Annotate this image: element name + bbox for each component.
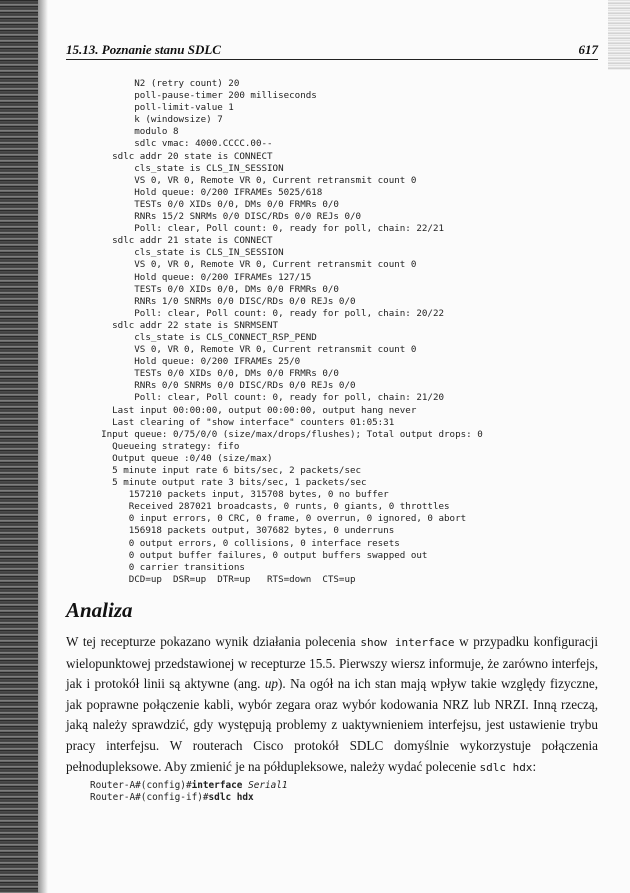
code-line: 5 minute input rate 6 bits/sec, 2 packets/sec [90,465,362,476]
code-line: 0 output errors, 0 collisions, 0 interface resets [90,537,400,549]
code-line: Input queue: 0/75/0/0 (size/max/drops/flushes); Total output drops: 0 [90,428,483,440]
code-line: RNRs 1/0 SNRMs 0/0 DISC/RDs 0/0 REJs 0/0 [90,295,356,307]
command-line [90,792,254,803]
command-output-listing [90,78,483,586]
code-line: k (windowsize) 7 [90,114,223,126]
paragraph-text: : [532,758,537,774]
code-line: DCD=up DSR=up DTR=up RTS=down CTS=up [90,573,356,585]
command-line [90,780,288,791]
code-line: Queueing strategy: fifo [90,440,240,452]
code-line: poll-limit-value 1 [90,102,234,114]
code-line: cls_state is CLS_IN_SESSION [90,247,284,259]
code-line: RNRs 0/0 SNRMs 0/0 DISC/RDs 0/0 REJs 0/0 [90,380,356,392]
code-line: 156918 packets output, 307682 bytes, 0 underruns [90,525,395,537]
page-number: 617 [578,42,598,57]
paragraph-text: w przypadku konfiguracji wielopunktowej przedstawionej w recepturze 15.5. Pierwszy wiersz informuje, że zarówno interfejs, jak i protokół linii są aktywne (ang. [66,634,599,692]
book-binding-shadow [0,0,38,893]
code-line: VS 0, VR 0, Remote VR 0, Current retransmit count 0 [90,174,417,186]
emphasis-term: up [264,676,279,692]
code-line: TESTs 0/0 XIDs 0/0, DMs 0/0 FRMRs 0/0 [90,198,339,210]
binding-fade [38,0,48,893]
code-line: cls_state is CLS_IN_SESSION [90,162,284,174]
code-line: N2 (retry count) 20 [90,78,240,89]
code-line: VS 0, VR 0, Remote VR 0, Current retransmit count 0 [90,344,417,356]
code-line: TESTs 0/0 XIDs 0/0, DMs 0/0 FRMRs 0/0 [90,368,339,380]
code-line: Received 287021 broadcasts, 0 runts, 0 giants, 0 throttles [90,501,450,513]
code-line: sdlc addr 20 state is CONNECT [90,150,273,162]
cli-prompt: Router-A#(config-if)# [90,792,209,804]
code-line: Poll: clear, Poll count: 0, ready for poll, chain: 22/21 [90,223,445,235]
code-line: 0 input errors, 0 CRC, 0 frame, 0 overrun, 0 ignored, 0 abort [90,513,467,525]
code-line: sdlc addr 21 state is CONNECT [90,235,273,247]
cli-keyword: interface [191,780,243,791]
section-heading: Analiza [66,598,133,622]
cli-keyword: sdlc hdx [208,792,254,804]
scan-edge-noise [608,0,630,70]
paragraph-text: ). Na ogół na ich stan mają wpływ takie względy fizyczne, jak poprawne połączenie kabli, wybór zegara oraz wybór kodowania NRZ lub NRZI. Inną rzeczą, jaką należy sprawdzić, gdy występują problemy z uaktywnieniem interfejsu, jest ustawienie trybu pracy interfejsu. W routerach Cisco protokół SDLC domyślnie wykorzystuje połączenia pełnodupleksowe. Aby zmienić je na półdupleksowe, należy wydać polecenie [66,676,598,774]
code-line: Hold queue: 0/200 IFRAMEs 127/15 [90,271,312,283]
code-line: 0 carrier transitions [90,561,245,573]
code-line: TESTs 0/0 XIDs 0/0, DMs 0/0 FRMRs 0/0 [90,283,339,295]
analysis-paragraph [66,632,598,778]
code-line: 0 output buffer failures, 0 output buffers swapped out [90,549,428,561]
running-header [66,42,598,60]
paragraph-text: W tej recepturze pokazano wynik działania polecenia [66,634,361,649]
code-line: Last clearing of "show interface" counters 01:05:31 [90,416,395,428]
config-commands [90,780,288,805]
code-line: modulo 8 [90,126,179,138]
code-line: 157210 packets input, 315708 bytes, 0 no buffer [90,489,389,501]
code-line: cls_state is CLS_CONNECT_RSP_PEND [90,331,317,343]
code-line: Hold queue: 0/200 IFRAMEs 25/0 [90,356,301,368]
code-line: Hold queue: 0/200 IFRAMEs 5025/618 [90,186,323,198]
cli-prompt: Router-A#(config)# [90,780,192,791]
code-line: VS 0, VR 0, Remote VR 0, Current retransmit count 0 [90,259,417,271]
header-rule [66,59,598,60]
code-line: Poll: clear, Poll count: 0, ready for poll, chain: 21/20 [90,392,445,404]
code-line: poll-pause-timer 200 milliseconds [90,90,317,102]
cli-argument: Serial1 [242,780,288,791]
inline-command: sdlc hdx [479,760,533,774]
code-line: Output queue :0/40 (size/max) [90,452,273,464]
code-line: 5 minute output rate 3 bits/sec, 1 packets/sec [90,477,367,489]
inline-command: show interface [360,636,455,649]
code-line: Last input 00:00:00, output 00:00:00, output hang never [90,404,417,416]
code-line: sdlc vmac: 4000.CCCC.00-- [90,138,273,150]
code-line: Poll: clear, Poll count: 0, ready for poll, chain: 20/22 [90,307,445,319]
header-title: 15.13. Poznanie stanu SDLC [66,42,221,57]
code-line: sdlc addr 22 state is SNRMSENT [90,319,279,331]
code-line: RNRs 15/2 SNRMs 0/0 DISC/RDs 0/0 REJs 0/0 [90,211,362,223]
